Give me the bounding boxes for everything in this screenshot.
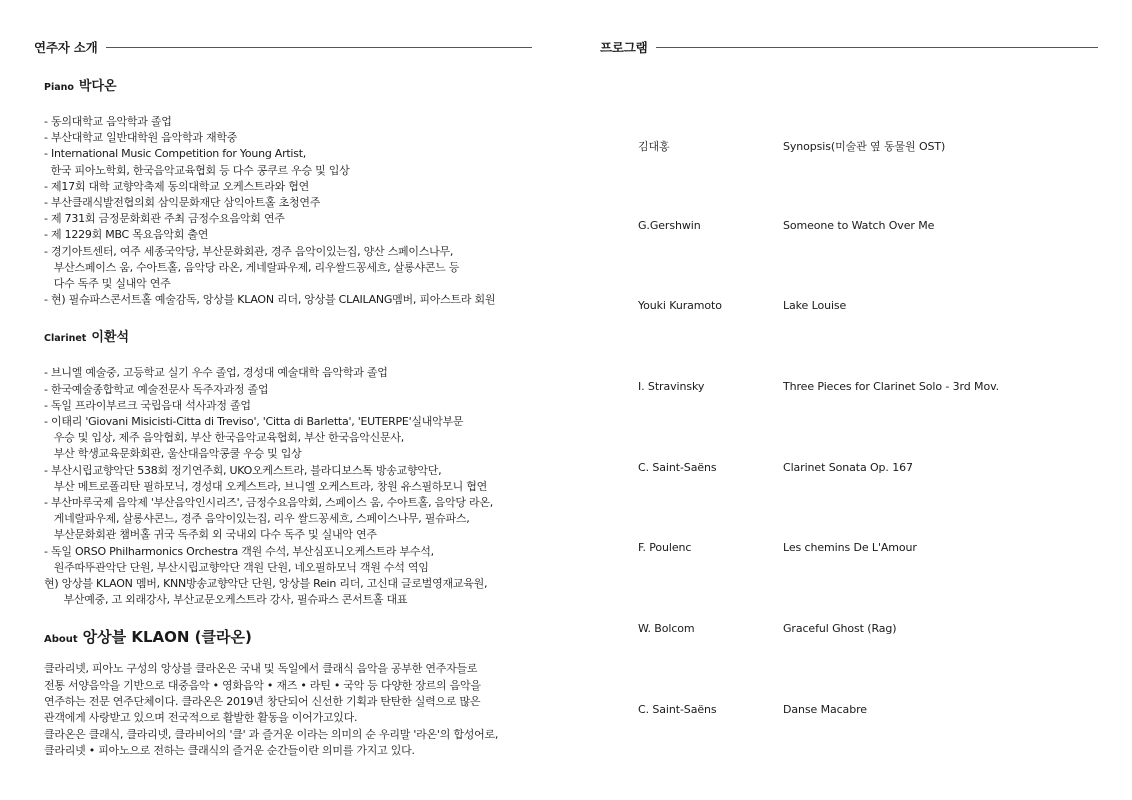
performer-role: Piano xyxy=(44,82,74,93)
performer-bio-list xyxy=(44,114,564,308)
bio-item: - 독일 ORSO Philharmonics Orchestra 객원 수석, 부산심포니오케스트라 부수석, xyxy=(44,544,434,558)
bio-item: - 부산클래식발전협의회 삼익문화재단 삼익아트홀 초청연주 xyxy=(44,196,321,210)
program-composer: Youki Kuramoto xyxy=(638,299,722,313)
bio-item: - 제 1229회 MBC 목요음악회 출연 xyxy=(44,228,209,242)
bio-item: 한국 피아노학회, 한국음악교육협회 등 다수 콩쿠르 우승 및 입상 xyxy=(44,163,350,177)
program-composer: W. Bolcom xyxy=(638,622,695,636)
about-text xyxy=(44,661,564,759)
program-composer: C. Saint-Saëns xyxy=(638,702,717,716)
performers-section-rule xyxy=(106,47,532,48)
bio-item: - 동의대학교 음악학과 졸업 xyxy=(44,115,172,128)
bio-item: - International Music Competition for Young Artist, xyxy=(44,147,307,161)
bio-item: - 브니엘 예술중, 고등학교 실기 우수 졸업, 경성대 예술대학 음악학과 졸업 xyxy=(44,366,388,380)
bio-item: 다수 독주 및 실내악 연주 xyxy=(44,277,171,291)
program-piece: Les chemins De L'Amour xyxy=(783,541,917,555)
about-line: 전통 서양음악을 기반으로 대중음악 • 영화음악 • 재즈 • 라틴 • 국악 등 다양한 장르의 음악을 xyxy=(44,678,481,692)
program-row xyxy=(638,461,1098,542)
bio-item: - 부산마루국제 음악제 '부산음악인시리즈', 금정수요음악회, 스페이스 움, 수아트홀, 음악당 라온, xyxy=(44,496,494,510)
program-row xyxy=(638,138,1098,219)
program-section-header xyxy=(600,38,1098,56)
bio-item: - 경기아트센터, 여주 세종국악당, 부산문화회관, 경주 음악이있는집, 양산 스페이스나무, xyxy=(44,244,454,258)
about-line: 연주하는 전문 연주단체이다. 클라온은 2019년 창단되어 신선한 기획과 탄탄한 실력으로 많은 xyxy=(44,695,481,709)
program-row xyxy=(638,703,1098,784)
performer-name: 이환석 xyxy=(91,330,130,346)
about-section xyxy=(44,626,564,759)
program-composer: F. Poulenc xyxy=(638,541,692,555)
performer-heading xyxy=(44,326,564,345)
about-line: 관객에게 사랑받고 있으며 전국적으로 활발한 활동을 이어가고있다. xyxy=(44,711,358,725)
performer-heading xyxy=(44,75,564,94)
bio-item: - 부산시립교향악단 538회 정기연주회, UKO오케스트라, 블라디보스톡 방송교향악단, xyxy=(44,463,442,477)
bio-item: - 부산대학교 일반대학원 음악학과 재학중 xyxy=(44,131,238,145)
performer-clarinet xyxy=(44,326,564,608)
performer-piano xyxy=(44,75,564,308)
bio-item: - 독일 프라이부르크 국립음대 석사과정 졸업 xyxy=(44,398,251,412)
program-piece: Three Pieces for Clarinet Solo - 3rd Mov. xyxy=(783,380,1000,394)
about-label: About xyxy=(44,634,78,646)
bio-item: 부산스페이스 움, 수아트홀, 음악당 라온, 게네랄파우제, 리우쌀드꽁세흐, 살롱샤콘느 등 xyxy=(44,260,460,274)
bio-item: - 한국예술종합학교 예술전문사 독주자과정 졸업 xyxy=(44,382,269,396)
performer-bio-list xyxy=(44,365,564,608)
program-composer: 김대홍 xyxy=(638,140,670,153)
about-heading xyxy=(44,626,564,647)
program-list xyxy=(638,138,1098,784)
program-row xyxy=(638,380,1098,461)
about-line: 클라리넷, 피아노 구성의 앙상블 클라온은 국내 및 독일에서 클래식 음악을 공부한 연주자들로 xyxy=(44,662,478,676)
bio-item: 부산문화회관 챔버홀 귀국 독주회 외 국내외 다수 독주 및 실내악 연주 xyxy=(44,528,377,542)
about-line: 클라온은 클래식, 클라리넷, 클라비어의 '클' 과 즐거운 이라는 의미의 순 우리말 '라온'의 합성어로, xyxy=(44,727,499,741)
bio-item: 부산 학생교육문화회관, 울산대음악콩쿨 우승 및 입상 xyxy=(44,447,302,461)
performer-role: Clarinet xyxy=(44,333,87,345)
bio-item: 부산예중, 고 외래강사, 부산교문오케스트라 강사, 필슈파스 콘서트홀 대표 xyxy=(44,593,408,607)
program-piece: Lake Louise xyxy=(783,299,847,313)
performers-column xyxy=(44,75,564,759)
bio-item: 현) 앙상블 KLAON 멤버, KNN방송교향악단 단원, 앙상블 Rein 리더, 고신대 글로벌영재교육원, xyxy=(44,577,488,591)
program-row xyxy=(638,541,1098,622)
performers-section-title: 연주자 소개 xyxy=(34,40,98,55)
program-composer: I. Stravinsky xyxy=(638,380,705,394)
program-piece: Synopsis(미술관 옆 동물원 OST) xyxy=(783,140,946,153)
bio-item: 게네랄파우제, 살롱샤콘느, 경주 음악이있는집, 리우 쌀드꽁세흐, 스페이스나무, 필슈파스, xyxy=(44,512,470,526)
performers-section-header xyxy=(34,38,532,56)
program-row xyxy=(638,622,1098,703)
about-title: 앙상블 KLAON (클라온) xyxy=(82,628,252,647)
bio-item: - 제17회 대학 교향악축제 동의대학교 오케스트라와 협연 xyxy=(44,179,309,193)
bio-item: 원주따뚜관악단 단원, 부산시립교향악단 객원 단원, 네오필하모닉 객원 수석 역임 xyxy=(44,560,429,574)
bio-item: - 현) 필슈파스콘서트홀 예술감독, 앙상블 KLAON 리더, 앙상블 CLAILANG멤버, 피아스트라 회원 xyxy=(44,293,496,307)
bio-item: 우승 및 입상, 제주 음악협회, 부산 한국음악교육협회, 부산 한국음악신문사, xyxy=(44,431,404,445)
about-line: 클라리넷 • 피아노으로 전하는 클래식의 즐거운 순간들이란 의미를 가지고 있다. xyxy=(44,743,415,757)
performer-name: 박다온 xyxy=(78,79,117,94)
program-section-title: 프로그램 xyxy=(600,40,648,55)
program-piece: Danse Macabre xyxy=(783,702,867,716)
program-section-rule xyxy=(656,47,1098,48)
bio-item: 부산 메트로폴리탄 필하모닉, 경성대 오케스트라, 브니엘 오케스트라, 창원 유스필하모니 협연 xyxy=(44,479,487,493)
bio-item: - 이태리 'Giovani Misicisti-Citta di Treviso', 'Citta di Barletta', 'EUTERPE'실내악부문 xyxy=(44,415,464,429)
program-row xyxy=(638,219,1098,300)
program-piece: Graceful Ghost (Rag) xyxy=(783,622,897,636)
bio-item: - 제 731회 금정문화회관 주최 금정수요음악회 연주 xyxy=(44,212,285,226)
program-composer: G.Gershwin xyxy=(638,218,701,232)
program-piece: Someone to Watch Over Me xyxy=(783,218,935,232)
program-piece: Clarinet Sonata Op. 167 xyxy=(783,460,913,474)
program-composer: C. Saint-Saëns xyxy=(638,460,717,474)
program-row xyxy=(638,299,1098,380)
